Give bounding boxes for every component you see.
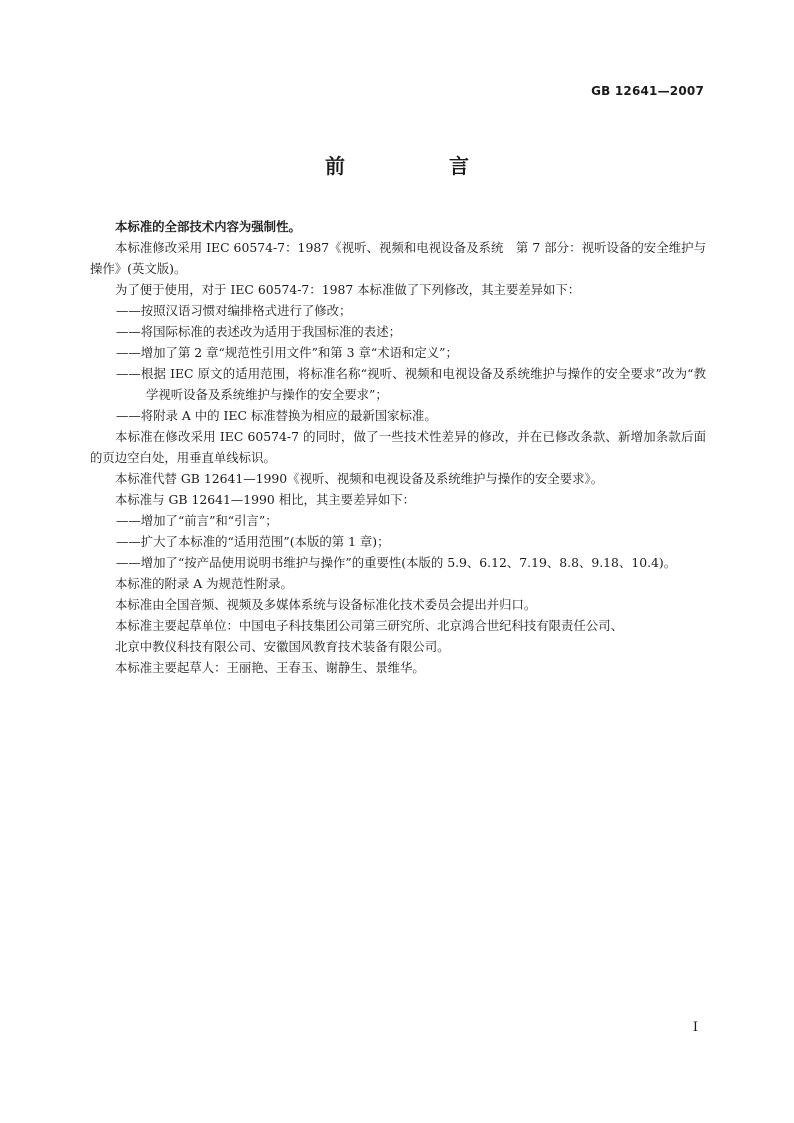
paragraph-technical-differences: 本标准在修改采用 IEC 60574-7 的同时，做了一些技术性差异的修改，并在已修改条款、新增加条款后面的页边空白处，用垂直单线标识。 [90,429,706,465]
list-item: ——将附录 A 中的 IEC 标准替换为相应的最新国家标准。 [116,408,437,423]
list-item: ——按照汉语习惯对编排格式进行了修改； [116,303,352,318]
list-item: ——将国际标准的表述改为适用于我国标准的表述； [116,324,401,339]
foreword-body [90,216,706,678]
page-title: 前 言 [325,154,511,178]
paragraph-drafters: 本标准主要起草人：王丽艳、王春玉、谢静生、景维华。 [115,660,425,675]
list-item: ——扩大了本标准的“适用范围”(本版的第 1 章)； [116,534,390,549]
list-item: ——增加了“前言”和“引言”； [116,513,278,528]
list-item: ——增加了第 2 章“规范性引用文件”和第 3 章“术语和定义”； [116,345,458,360]
list-item: ——增加了“按产品使用说明书维护与操作”的重要性(本版的 5.9、6.12、7.19、8.8、9.18、10.4)。 [116,555,677,570]
standard-code: GB 12641—2007 [591,84,704,98]
paragraph-proposed-by: 本标准由全国音频、视频及多媒体系统与设备标准化技术委员会提出并归口。 [115,597,537,612]
list-item: ——根据 IEC 原文的适用范围，将标准名称“视听、视频和电视设备及系统维护与操作的安全要求”改为“教学视听设备及系统维护与操作的安全要求”； [116,366,706,402]
paragraph-modifications-intro: 为了便于使用，对于 IEC 60574-7：1987 本标准做了下列修改，其主要差异如下： [115,282,581,297]
paragraph-annex: 本标准的附录 A 为规范性附录。 [115,576,293,591]
page-number: I [692,1020,698,1035]
paragraph-replaces: 本标准代替 GB 12641—1990《视听、视频和电视设备及系统维护与操作的安全要求》。 [115,471,604,486]
paragraph-adoption: 本标准修改采用 IEC 60574-7：1987《视听、视频和电视设备及系统 第 7 部分：视听设备的安全维护与操作》(英文版)。 [90,240,706,276]
paragraph-drafting-units-continued: 北京中教仪科技有限公司、安徽国风教育技术装备有限公司。 [115,639,450,654]
paragraph-mandatory: 本标准的全部技术内容为强制性。 [115,219,301,234]
paragraph-drafting-units: 本标准主要起草单位：中国电子科技集团公司第三研究所、北京鸿合世纪科技有限责任公司、 [115,618,624,633]
paragraph-comparison-intro: 本标准与 GB 12641—1990 相比，其主要差异如下： [115,492,416,507]
